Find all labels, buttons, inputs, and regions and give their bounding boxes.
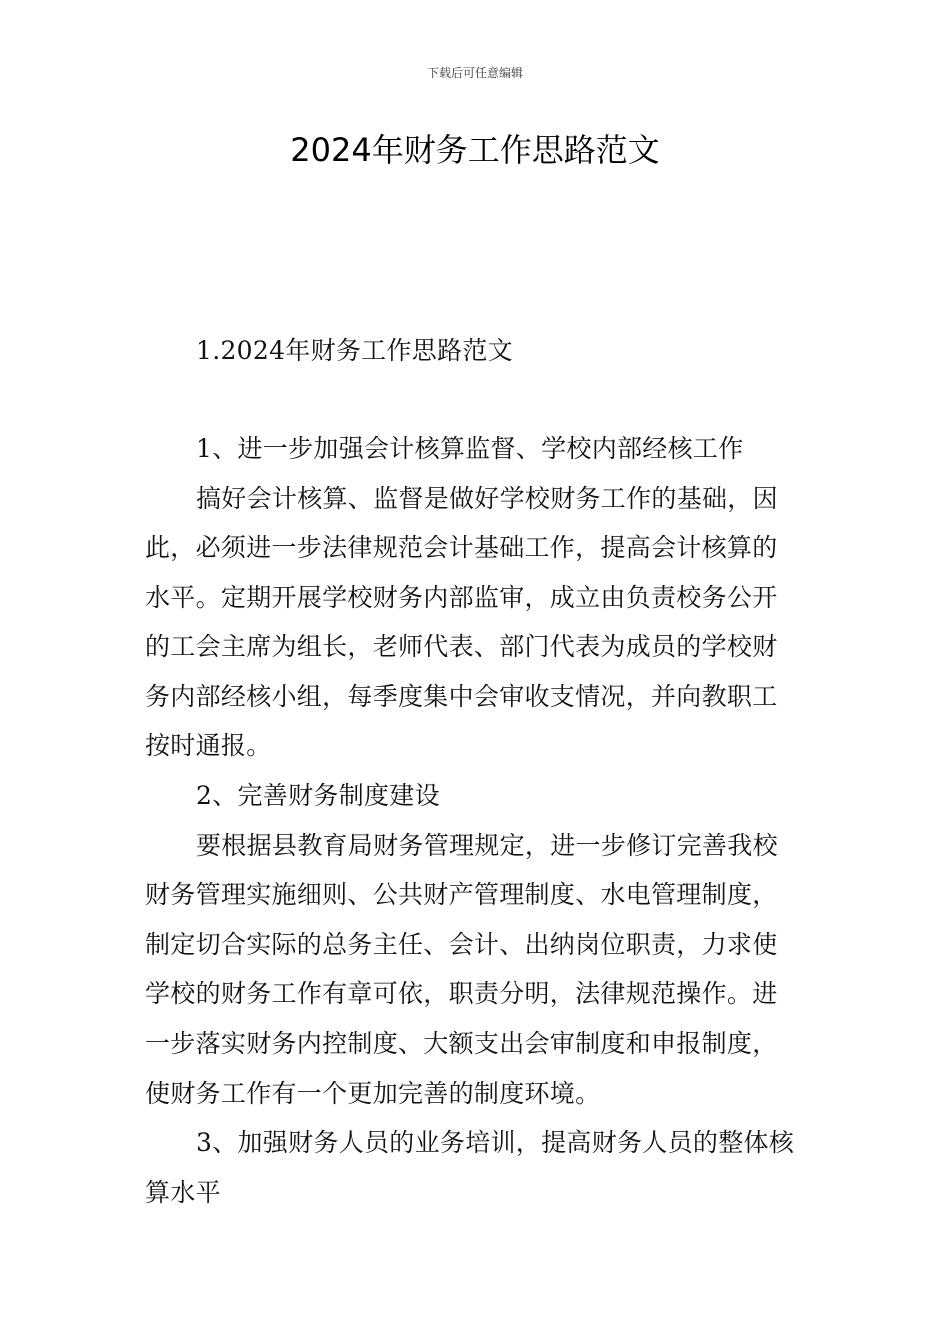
paragraph-line: 此，必须进一步法律规范会计基础工作，提高会计核算的 (145, 533, 778, 562)
paragraph-line: 财务管理实施细则、公共财产管理制度、水电管理制度， (145, 880, 778, 909)
paragraph-line: 务内部经核小组，每季度集中会审收支情况，并向教职工 (145, 682, 778, 711)
paragraph-line: 要根据县教育局财务管理规定，进一步修订完善我校 (196, 831, 778, 860)
section-heading: 1.2024年财务工作思路范文 (196, 336, 513, 365)
paragraph-line: 制定切合实际的总务主任、会计、出纳岗位职责，力求使 (145, 930, 778, 959)
paragraph-line: 的工会主席为组长，老师代表、部门代表为成员的学校财 (145, 632, 778, 661)
item-heading-2: 2、完善财务制度建设 (196, 781, 440, 810)
document-title: 2024年财务工作思路范文 (290, 131, 660, 169)
paragraph-line: 搞好会计核算、监督是做好学校财务工作的基础，因 (196, 484, 778, 513)
paragraph-line: 水平。定期开展学校财务内部监审，成立由负责校务公开 (145, 583, 778, 612)
paragraph-line: 使财务工作有一个更加完善的制度环境。 (145, 1079, 601, 1108)
header-note: 下载后可任意编辑 (426, 66, 523, 80)
item-heading-3: 3、加强财务人员的业务培训，提高财务人员的整体核 (196, 1128, 795, 1157)
paragraph-line: 算水平 (145, 1178, 221, 1207)
paragraph-line: 一步落实财务内控制度、大额支出会审制度和申报制度， (145, 1029, 778, 1058)
paragraph-line: 学校的财务工作有章可依，职责分明，法律规范操作。进 (145, 979, 778, 1008)
paragraph-line: 按时通报。 (145, 731, 272, 760)
item-heading-1: 1、进一步加强会计核算监督、学校内部经核工作 (196, 434, 744, 463)
